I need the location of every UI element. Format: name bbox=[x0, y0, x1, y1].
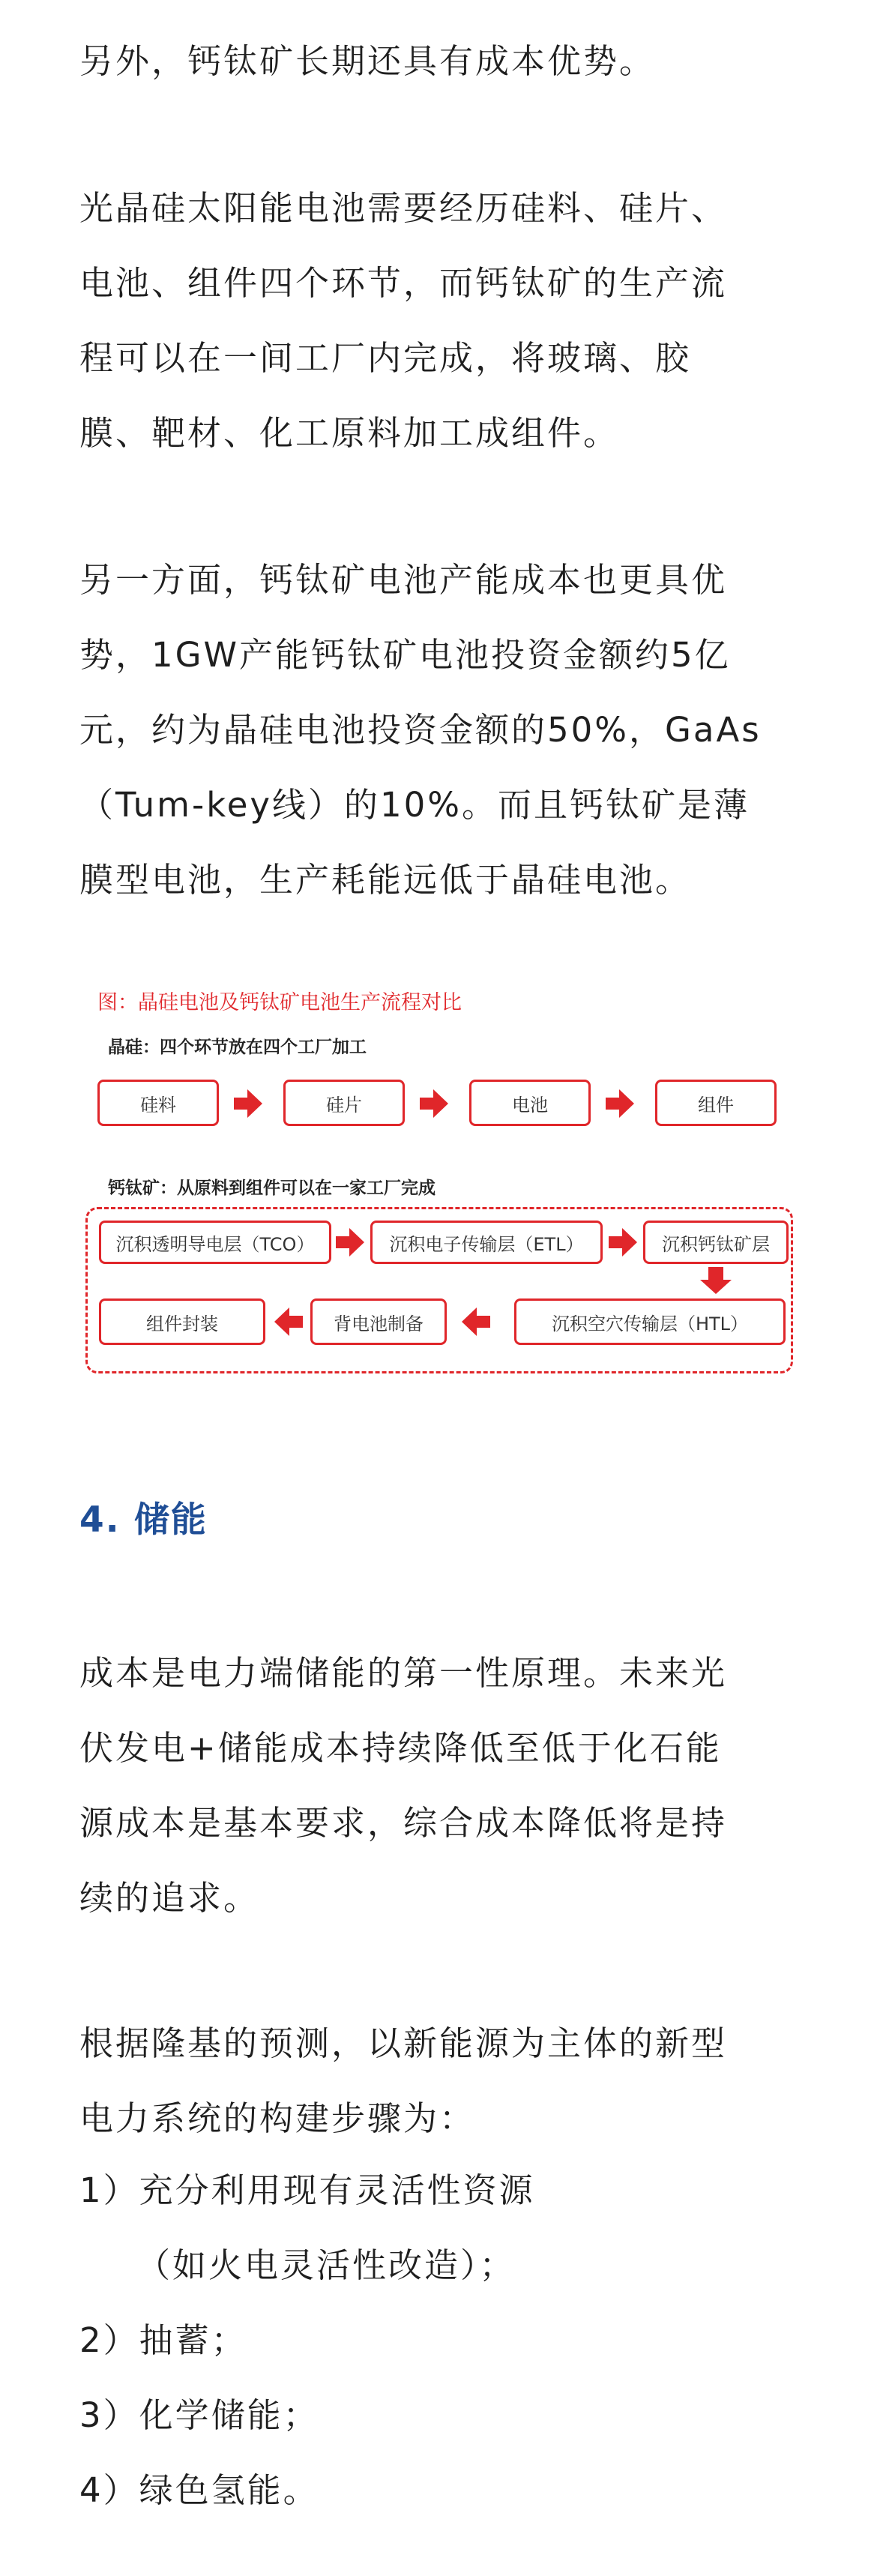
paragraph-longi-forecast bbox=[79, 2006, 799, 2156]
text-line: 元，约为晶硅电池投资金额的50%，GaAs bbox=[79, 710, 762, 750]
arrow-left-icon bbox=[460, 1307, 490, 1336]
arrow-right-icon bbox=[234, 1089, 264, 1118]
perovskite-step-box bbox=[643, 1221, 789, 1264]
text-line: 光晶硅太阳能电池需要经历硅料、硅片、 bbox=[79, 188, 728, 228]
section-heading: 4. 储能 bbox=[79, 1499, 208, 1541]
list-item bbox=[79, 2303, 799, 2378]
text-line: 源成本是基本要求，综合成本降低将是持 bbox=[79, 1803, 728, 1843]
text-line: 程可以在一间工厂内完成，将玻璃、胶 bbox=[79, 338, 692, 378]
perovskite-step-box bbox=[370, 1221, 603, 1264]
list-item-text: 4）绿色氢能。 bbox=[79, 2470, 319, 2510]
list-item bbox=[79, 2453, 799, 2528]
text-line: 伏发电+储能成本持续降低至低于化石能 bbox=[79, 1728, 722, 1768]
step-label: 沉积电子传输层（ETL） bbox=[389, 1233, 584, 1255]
arrow-right-icon bbox=[336, 1228, 366, 1257]
text-line: 电池、组件四个环节，而钙钛矿的生产流 bbox=[79, 263, 728, 303]
arrow-right-icon bbox=[609, 1228, 639, 1257]
list-item-text: 3）化学储能； bbox=[79, 2395, 319, 2435]
step-label: 沉积钙钛矿层 bbox=[662, 1233, 770, 1255]
text-line: 续的追求。 bbox=[79, 1878, 260, 1918]
list-item-text: 2）抽蓄； bbox=[79, 2320, 247, 2360]
arrow-right-icon bbox=[606, 1089, 636, 1118]
list-item-continuation: （如火电灵活性改造）； bbox=[136, 2245, 516, 2285]
arrow-right-icon bbox=[420, 1089, 450, 1118]
perovskite-process-label: 钙钛矿：从原料到组件可以在一家工厂完成 bbox=[108, 1179, 436, 1198]
step-label: 沉积空穴传输层（HTL） bbox=[551, 1313, 749, 1334]
process-comparison-figure bbox=[79, 975, 799, 1394]
paragraph-energy-storage bbox=[79, 1636, 799, 1936]
construction-steps-list bbox=[79, 2153, 799, 2528]
text-line: 电力系统的构建步骤为： bbox=[79, 2098, 476, 2138]
silicon-step-box bbox=[469, 1080, 591, 1126]
text-line: 根据隆基的预测，以新能源为主体的新型 bbox=[79, 2023, 728, 2063]
silicon-step-box bbox=[97, 1080, 219, 1126]
text-line: 另一方面，钙钛矿电池产能成本也更具优 bbox=[79, 560, 728, 600]
list-item bbox=[79, 2378, 799, 2453]
step-label: 硅料 bbox=[140, 1094, 176, 1116]
paragraph-capacity-cost bbox=[79, 543, 799, 918]
arrow-left-icon bbox=[273, 1307, 303, 1336]
text-line: 势，1GW产能钙钛矿电池投资金额约5亿 bbox=[79, 635, 731, 675]
silicon-process-label: 晶硅：四个环节放在四个工厂加工 bbox=[108, 1038, 367, 1057]
arrow-down-icon bbox=[700, 1267, 732, 1294]
paragraph-production-process bbox=[79, 171, 799, 471]
perovskite-step-box bbox=[99, 1298, 265, 1345]
step-label: 电池 bbox=[512, 1094, 548, 1116]
silicon-step-box bbox=[283, 1080, 405, 1126]
step-label: 背电池制备 bbox=[334, 1313, 424, 1334]
perovskite-step-box bbox=[99, 1221, 331, 1264]
figure-title: 图：晶硅电池及钙钛矿电池生产流程对比 bbox=[97, 991, 462, 1014]
step-label: 硅片 bbox=[326, 1094, 362, 1116]
perovskite-step-box bbox=[310, 1298, 447, 1345]
silicon-step-box bbox=[655, 1080, 777, 1126]
text-line: 膜型电池，生产耗能远低于晶硅电池。 bbox=[79, 860, 692, 900]
paragraph-cost-advantage bbox=[79, 24, 799, 99]
step-label: 组件封装 bbox=[146, 1313, 218, 1334]
text-line: 另外，钙钛矿长期还具有成本优势。 bbox=[79, 41, 656, 81]
list-item bbox=[79, 2153, 799, 2303]
text-line: 膜、靶材、化工原料加工成组件。 bbox=[79, 413, 620, 453]
text-line: （Tum-key线）的10%。而且钙钛矿是薄 bbox=[79, 785, 750, 825]
step-label: 沉积透明导电层（TCO） bbox=[115, 1233, 315, 1255]
list-item-text: 1）充分利用现有灵活性资源 bbox=[79, 2170, 535, 2210]
text-line: 成本是电力端储能的第一性原理。未来光 bbox=[79, 1653, 728, 1693]
step-label: 组件 bbox=[698, 1094, 734, 1116]
perovskite-step-box bbox=[514, 1298, 786, 1345]
